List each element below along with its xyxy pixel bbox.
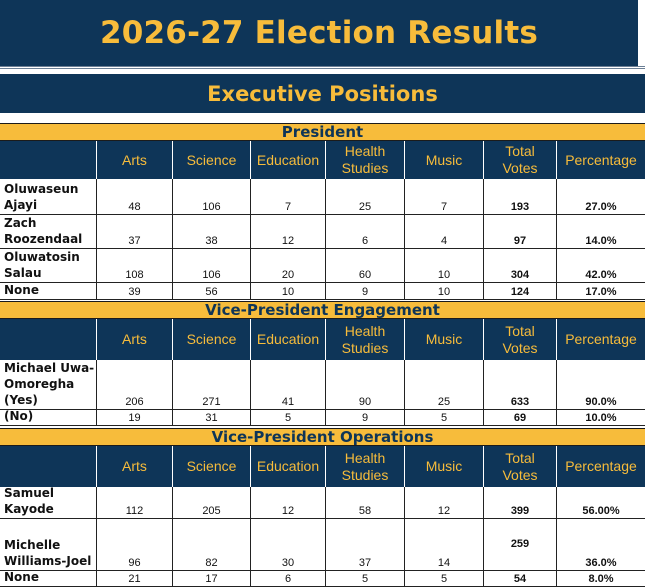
vote-cell-total: 193 (483, 179, 556, 214)
vote-cell-total: 399 (483, 487, 556, 518)
title-divider (0, 66, 645, 69)
vote-cell-pct: 36.0% (556, 519, 645, 570)
candidate-name: None (4, 570, 39, 584)
vote-cell-pct: 17.0% (556, 283, 645, 299)
column-header: Music (404, 141, 483, 179)
vote-cell-total: 124 (483, 283, 556, 299)
table-row (0, 215, 645, 249)
page-subtitle: Executive Positions (207, 81, 438, 106)
vote-cell-pct: 14.0% (556, 215, 645, 248)
subtitle-banner (0, 74, 645, 113)
vote-cell-music: 12 (404, 487, 483, 518)
column-header: Total Votes (483, 141, 556, 179)
table-row (0, 360, 645, 410)
vote-cell-music: 7 (404, 179, 483, 214)
section-title: Vice-President Engagement (205, 301, 440, 319)
column-header: Arts (96, 446, 172, 487)
vote-cell-arts: 206 (96, 360, 172, 409)
column-header-blank (0, 141, 96, 179)
vote-cell-pct: 27.0% (556, 179, 645, 214)
section-title: Vice-President Operations (211, 428, 434, 446)
vote-cell-arts: 21 (96, 571, 172, 586)
candidate-name: None (4, 283, 39, 297)
table-row (0, 179, 645, 215)
vote-cell-total: 54 (483, 571, 556, 586)
vote-cell-arts: 48 (96, 179, 172, 214)
column-header-blank (0, 446, 96, 487)
column-header-blank (0, 319, 96, 360)
vote-cell-science: 56 (172, 283, 250, 299)
column-header: Percentage (556, 446, 645, 487)
column-header: Health Studies (325, 319, 404, 360)
column-header: Health Studies (325, 446, 404, 487)
section-header (0, 428, 645, 446)
vote-cell-pct: 8.0% (556, 571, 645, 586)
vote-cell-music: 4 (404, 215, 483, 248)
candidate-name: Michael Uwa-Omoregha (Yes) (4, 361, 95, 407)
column-header-row (0, 319, 645, 360)
column-header: Percentage (556, 319, 645, 360)
page-title: 2026-27 Election Results (100, 15, 538, 51)
vote-cell-health: 58 (325, 487, 404, 518)
table-row (0, 249, 645, 283)
vote-cell-education: 30 (250, 519, 325, 570)
vote-cell-health: 9 (325, 410, 404, 425)
vote-cell-education: 6 (250, 571, 325, 586)
vote-cell-science: 106 (172, 249, 250, 282)
candidate-name: Zach Roozendaal (4, 216, 83, 246)
column-header: Music (404, 319, 483, 360)
vote-cell-science: 31 (172, 410, 250, 425)
column-header-row (0, 446, 645, 487)
vote-cell-total: 97 (483, 215, 556, 248)
vote-cell-music: 5 (404, 410, 483, 425)
vote-cell-pct: 90.0% (556, 360, 645, 409)
vote-cell-education: 7 (250, 179, 325, 214)
vote-cell-total: 259 (483, 519, 556, 570)
vote-cell-health: 5 (325, 571, 404, 586)
vote-cell-arts: 37 (96, 215, 172, 248)
column-header: Education (250, 446, 325, 487)
title-banner (0, 0, 638, 66)
vote-cell-music: 5 (404, 571, 483, 586)
vote-cell-science: 82 (172, 519, 250, 570)
vote-cell-health: 9 (325, 283, 404, 299)
candidate-name: Oluwaseun Ajayi (4, 182, 79, 212)
vote-cell-music: 25 (404, 360, 483, 409)
vote-cell-music: 10 (404, 283, 483, 299)
vote-cell-education: 41 (250, 360, 325, 409)
column-header: Music (404, 446, 483, 487)
vote-cell-pct: 42.0% (556, 249, 645, 282)
vote-cell-education: 12 (250, 215, 325, 248)
column-header: Education (250, 141, 325, 179)
vote-cell-health: 37 (325, 519, 404, 570)
vote-cell-arts: 112 (96, 487, 172, 518)
vote-cell-total: 633 (483, 360, 556, 409)
vote-cell-total: 304 (483, 249, 556, 282)
vote-cell-music: 10 (404, 249, 483, 282)
column-header: Arts (96, 141, 172, 179)
vote-cell-health: 25 (325, 179, 404, 214)
section-header (0, 123, 645, 141)
vote-cell-science: 106 (172, 179, 250, 214)
vote-cell-science: 271 (172, 360, 250, 409)
column-header-row (0, 141, 645, 179)
vote-cell-health: 6 (325, 215, 404, 248)
table-row (0, 283, 645, 300)
vote-cell-education: 20 (250, 249, 325, 282)
table-row (0, 487, 645, 519)
vote-cell-education: 5 (250, 410, 325, 425)
column-header: Science (172, 446, 250, 487)
candidate-name: Samuel Kayode (4, 486, 55, 516)
table-row (0, 519, 645, 571)
column-header: Total Votes (483, 446, 556, 487)
column-header: Science (172, 319, 250, 360)
section-title: President (281, 123, 364, 141)
vote-cell-music: 14 (404, 519, 483, 570)
column-header: Percentage (556, 141, 645, 179)
vote-cell-arts: 96 (96, 519, 172, 570)
vote-cell-science: 38 (172, 215, 250, 248)
candidate-name: Oluwatosin Salau (4, 250, 80, 280)
vote-cell-pct: 56.00% (556, 487, 645, 518)
vote-cell-pct: 10.0% (556, 410, 645, 425)
candidate-name: (No) (4, 409, 34, 423)
column-header: Arts (96, 319, 172, 360)
table-row (0, 410, 645, 426)
table-row (0, 571, 645, 587)
vote-cell-total: 69 (483, 410, 556, 425)
vote-cell-education: 12 (250, 487, 325, 518)
vote-cell-arts: 39 (96, 283, 172, 299)
vote-cell-science: 205 (172, 487, 250, 518)
vote-cell-arts: 19 (96, 410, 172, 425)
vote-cell-health: 90 (325, 360, 404, 409)
candidate-name: Michelle Williams-Joel (4, 538, 92, 568)
vote-cell-arts: 108 (96, 249, 172, 282)
vote-cell-education: 10 (250, 283, 325, 299)
section-header (0, 301, 645, 319)
column-header: Health Studies (325, 141, 404, 179)
vote-cell-science: 17 (172, 571, 250, 586)
column-header: Science (172, 141, 250, 179)
column-header: Education (250, 319, 325, 360)
column-header: Total Votes (483, 319, 556, 360)
vote-cell-health: 60 (325, 249, 404, 282)
